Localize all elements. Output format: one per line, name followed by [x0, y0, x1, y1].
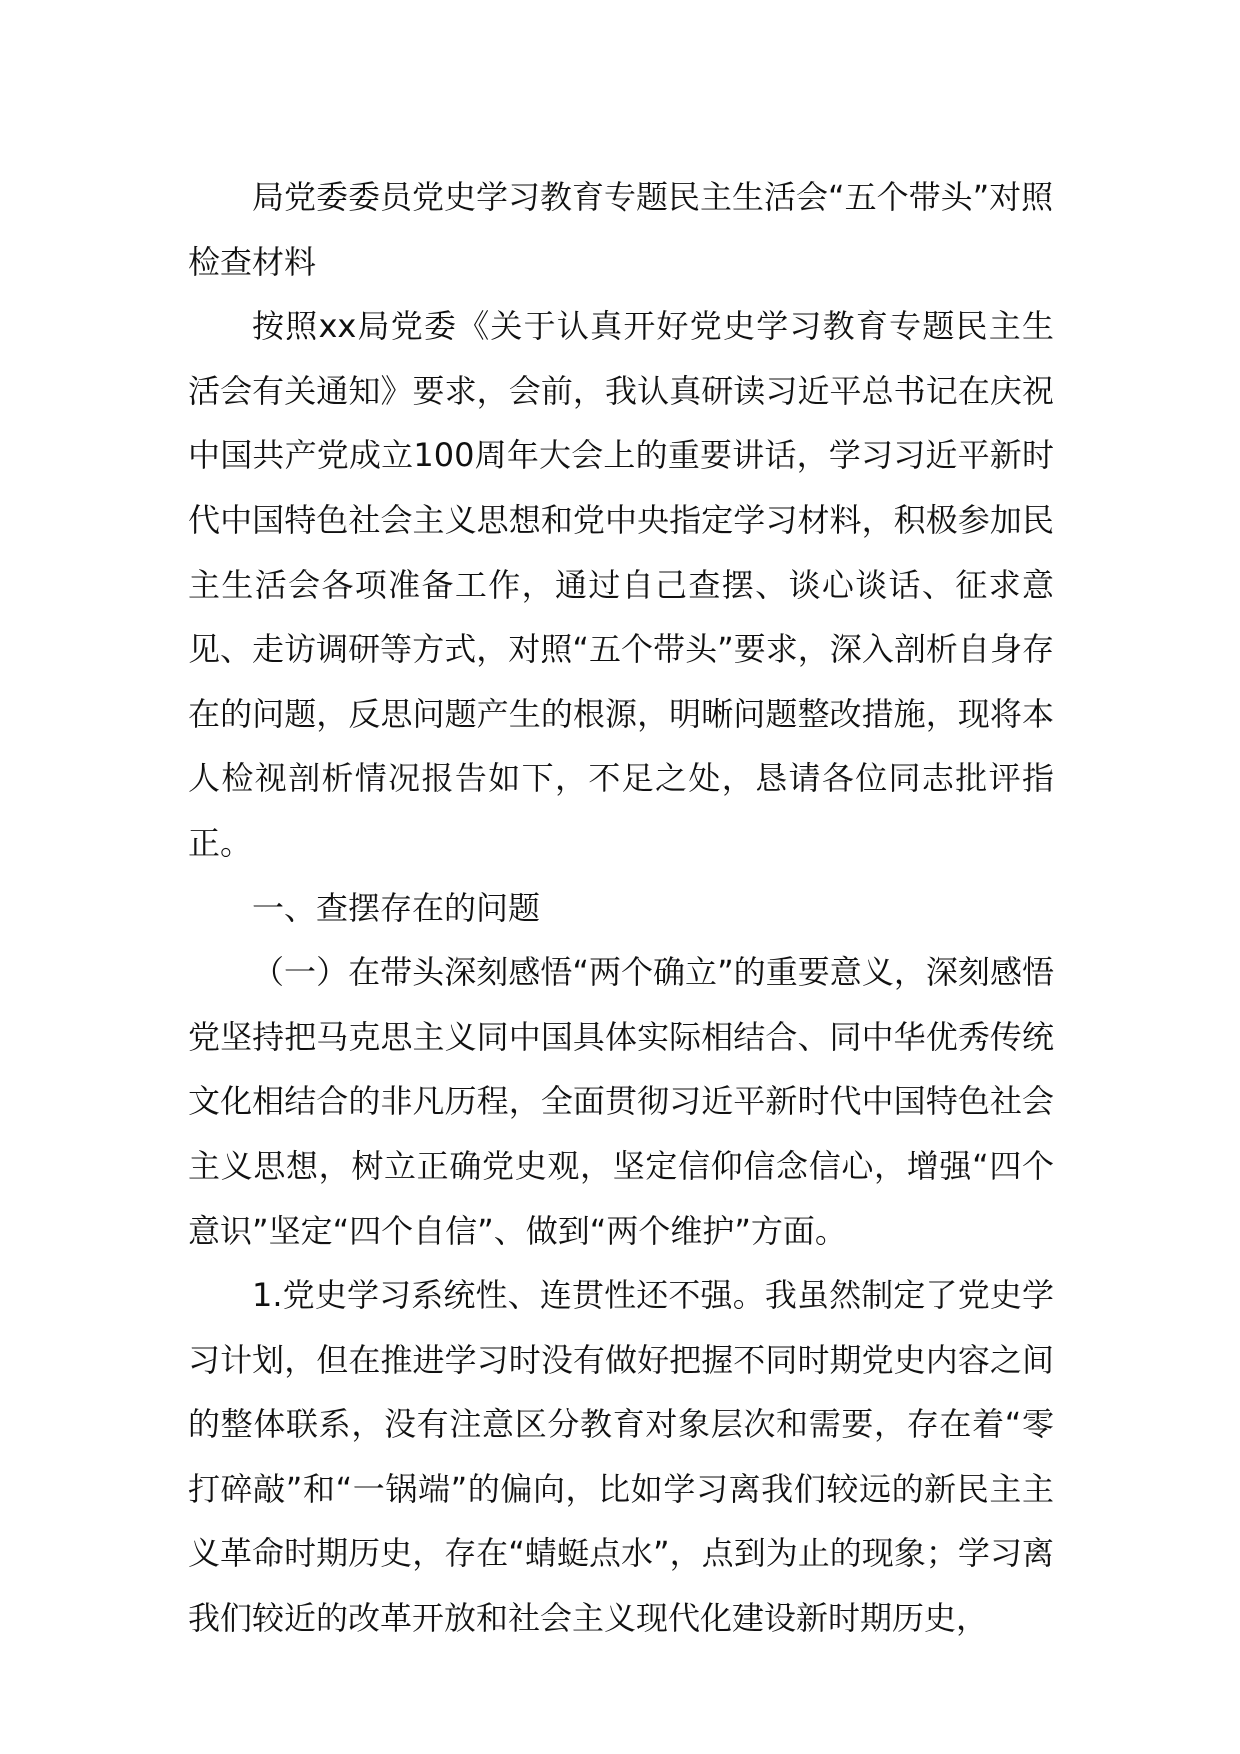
intro-paragraph: 按照xx局党委《关于认真开好党史学习教育专题民主生活会有关通知》要求，会前，我认真研读习近平总书记在庆祝中国共产党成立100周年大会上的重要讲话，学习习近平新时代中国特色社会主义思想和党中央指定学习材料，积极参加民主生活会各项准备工作，通过自己查摆、谈心谈话、征求意见、走访调研等方式，对照“五个带头”要求，深入剖析自身存在的问题，反思问题产生的根源，明晰问题整改措施，现将本人检视剖析情况报告如下，不足之处，恳请各位同志批评指正。: [188, 307, 1054, 862]
document-body: [188, 165, 1054, 1651]
document-title: 局党委委员党史学习教育专题民主生活会“五个带头”对照检查材料: [188, 178, 1054, 281]
item-paragraph-1: 1.党史学习系统性、连贯性还不强。我虽然制定了党史学习计划，但在推进学习时没有做好把握不同时期党史内容之间的整体联系，没有注意区分教育对象层次和需要，存在着“零打碎敲”和“一锅端”的偏向，比如学习离我们较远的新民主主义革命时期历史，存在“蜻蜓点水”，点到为止的现象；学习离我们较近的改革开放和社会主义现代化建设新时期历史，: [188, 1276, 1054, 1638]
subsection-paragraph-1: （一）在带头深刻感悟“两个确立”的重要意义，深刻感悟党坚持把马克思主义同中国具体实际相结合、同中华优秀传统文化相结合的非凡历程，全面贯彻习近平新时代中国特色社会主义思想，树立正确党史观，坚定信仰信念信心，增强“四个意识”坚定“四个自信”、做到“两个维护”方面。: [188, 953, 1054, 1250]
section-heading-1: 一、查摆存在的问题: [252, 888, 541, 927]
